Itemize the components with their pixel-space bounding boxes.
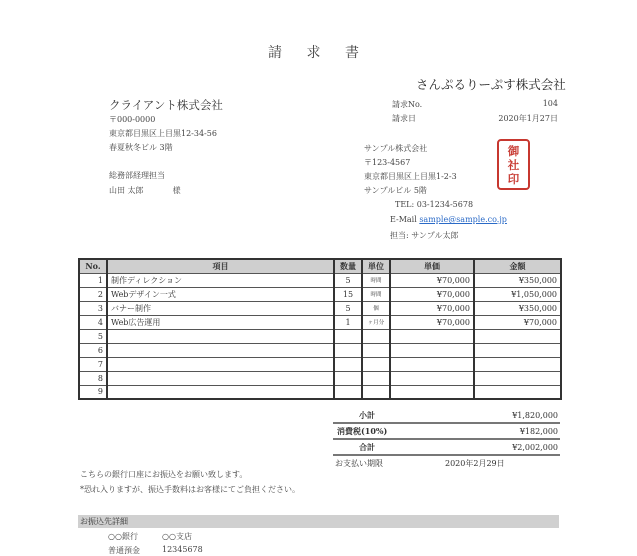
account-type: 普通預金	[108, 546, 140, 555]
bank-name: ○○銀行	[108, 532, 138, 541]
cell-no: 5	[79, 329, 107, 343]
note-line-2: *恐れ入りますが、振込手数料はお客様にてご負担ください。	[80, 485, 300, 494]
cell-unit	[362, 343, 390, 357]
invoice-date-value: 2020年1月27日	[498, 114, 558, 123]
cell-amount	[474, 385, 561, 399]
cell-amount: ¥350,000	[474, 301, 561, 315]
cell-no: 1	[79, 273, 107, 287]
company-seal-stamp	[497, 139, 530, 190]
cell-unit-price	[390, 371, 474, 385]
client-postal: 〒000-0000	[109, 115, 156, 124]
cell-amount	[474, 329, 561, 343]
cell-unit	[362, 329, 390, 343]
stamp-char: 印	[507, 171, 520, 186]
table-row	[79, 357, 561, 371]
cell-item	[107, 371, 334, 385]
client-person-name: 山田 太郎	[109, 186, 144, 195]
invoice-no-label: 請求No.	[392, 100, 423, 109]
cell-qty: 15	[334, 287, 362, 301]
column-header-qty: 数量	[334, 259, 362, 273]
issuer-contact: 担当: サンプル太郎	[390, 231, 459, 240]
cell-qty	[334, 357, 362, 371]
table-row	[79, 301, 561, 315]
invoice-items-table	[78, 258, 562, 400]
table-row	[79, 287, 561, 301]
cell-unit	[362, 385, 390, 399]
column-header-unit: 単位	[362, 259, 390, 273]
cell-item	[107, 343, 334, 357]
total-label: 合計	[359, 441, 375, 452]
payment-due-label: お支払い期限	[335, 458, 383, 468]
tax-row	[333, 424, 560, 440]
cell-item	[107, 329, 334, 343]
cell-item: バナー制作	[107, 301, 334, 315]
table-row	[79, 273, 561, 287]
account-number: 12345678	[162, 545, 203, 554]
cell-qty: 5	[334, 301, 362, 315]
cell-no: 7	[79, 357, 107, 371]
cell-unit-price	[390, 357, 474, 371]
subtotal-row	[333, 408, 560, 424]
cell-unit-price	[390, 343, 474, 357]
issuer-address-2: サンプルビル 5階	[364, 186, 427, 195]
cell-amount	[474, 357, 561, 371]
note-line-1: こちらの銀行口座にお振込をお願い致します。	[80, 470, 248, 479]
payment-due-date: 2020年2月29日	[445, 458, 505, 468]
cell-unit-price: ¥70,000	[390, 301, 474, 315]
cell-unit: 時間	[362, 287, 390, 301]
client-honorific: 様	[172, 186, 181, 195]
issuer-company-name: さんぷるりーぷす株式会社	[416, 77, 566, 92]
cell-qty	[334, 385, 362, 399]
issuer-tel: TEL: 03-1234-5678	[395, 200, 474, 209]
cell-unit-price	[390, 329, 474, 343]
issuer-email-link[interactable]: sample@sample.co.jp	[419, 215, 507, 224]
subtotal-value: ¥1,820,000	[512, 410, 558, 420]
issuer-address-1: 東京都目黒区上目黒1-2-3	[364, 172, 457, 181]
cell-amount: ¥1,050,000	[474, 287, 561, 301]
cell-qty: 5	[334, 273, 362, 287]
cell-unit-price	[390, 385, 474, 399]
cell-item	[107, 385, 334, 399]
table-row	[79, 343, 561, 357]
bank-details-header: お振込先詳細	[78, 515, 559, 528]
issuer-email	[390, 215, 507, 224]
totals-section	[333, 408, 560, 470]
cell-qty	[334, 343, 362, 357]
issuer-company: サンプル株式会社	[364, 144, 428, 153]
cell-unit	[362, 371, 390, 385]
cell-unit-price: ¥70,000	[390, 287, 474, 301]
cell-unit: ヶ月分	[362, 315, 390, 329]
tax-label: 消費税(10%)	[337, 425, 388, 436]
cell-qty: 1	[334, 315, 362, 329]
client-department: 総務部経理担当	[109, 171, 165, 180]
tax-value: ¥182,000	[519, 426, 558, 436]
cell-no: 4	[79, 315, 107, 329]
cell-item: 制作ディレクション	[107, 273, 334, 287]
cell-unit: 個	[362, 301, 390, 315]
table-row	[79, 371, 561, 385]
document-title: 請 求 書	[268, 45, 369, 61]
cell-no: 9	[79, 385, 107, 399]
subtotal-label: 小計	[359, 409, 375, 420]
client-address-1: 東京都目黒区上目黒12-34-56	[109, 129, 217, 138]
column-header-unit-price: 単価	[390, 259, 474, 273]
cell-no: 2	[79, 287, 107, 301]
table-row	[79, 315, 561, 329]
cell-unit-price: ¥70,000	[390, 273, 474, 287]
client-address-2: 春夏秋冬ビル 3階	[109, 143, 173, 152]
cell-unit: 時間	[362, 273, 390, 287]
cell-amount: ¥350,000	[474, 273, 561, 287]
cell-unit	[362, 357, 390, 371]
client-person	[109, 185, 181, 196]
cell-no: 6	[79, 343, 107, 357]
total-value: ¥2,002,000	[512, 442, 558, 452]
bank-branch: ○○支店	[162, 532, 192, 541]
cell-qty	[334, 371, 362, 385]
column-header-no: No.	[79, 259, 107, 273]
cell-amount	[474, 371, 561, 385]
table-header-row	[79, 259, 561, 273]
client-company-name: クライアント株式会社	[109, 98, 223, 112]
table-row	[79, 385, 561, 399]
cell-item: Webデザイン一式	[107, 287, 334, 301]
payment-due-row	[333, 456, 560, 470]
invoice-date-label: 請求日	[392, 114, 416, 123]
cell-no: 8	[79, 371, 107, 385]
table-row	[79, 329, 561, 343]
cell-no: 3	[79, 301, 107, 315]
issuer-email-label: E-Mail	[390, 215, 417, 224]
cell-amount: ¥70,000	[474, 315, 561, 329]
cell-amount	[474, 343, 561, 357]
cell-item	[107, 357, 334, 371]
invoice-no-value: 104	[542, 99, 558, 108]
stamp-char: 社	[507, 157, 520, 172]
issuer-postal: 〒123-4567	[364, 158, 411, 167]
total-row	[333, 440, 560, 456]
column-header-amount: 金額	[474, 259, 561, 273]
cell-item: Web広告運用	[107, 315, 334, 329]
cell-unit-price: ¥70,000	[390, 315, 474, 329]
stamp-char: 御	[507, 143, 520, 158]
column-header-item: 項目	[107, 259, 334, 273]
cell-qty	[334, 329, 362, 343]
